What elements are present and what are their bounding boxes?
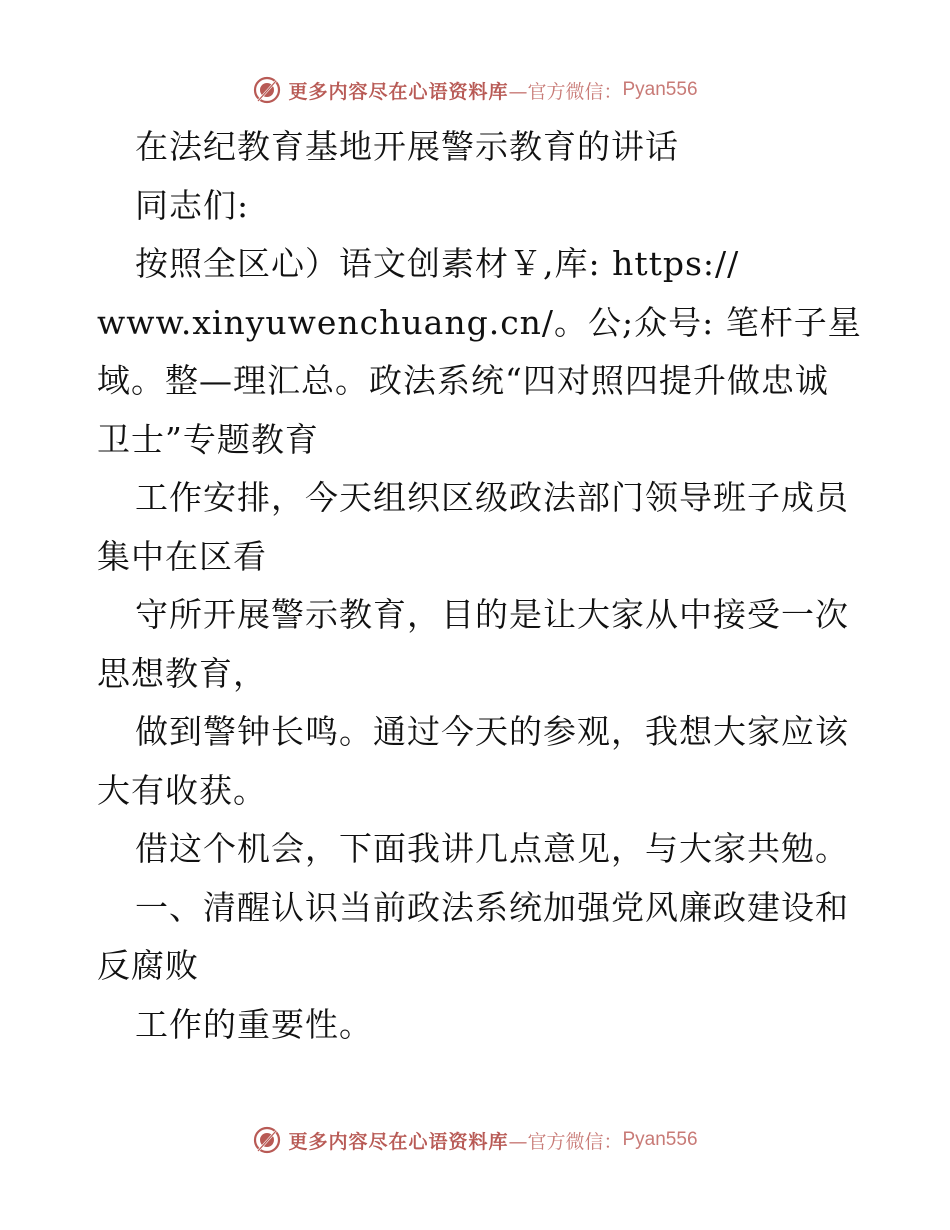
footer-banner-title: 更多内容尽在心语资料库 (288, 1130, 509, 1153)
banner-title: 更多内容尽在心语资料库 (288, 80, 509, 103)
banner-subtitle: —官方微信： (508, 80, 623, 103)
banner-wechat-id: Pyan556 (622, 79, 698, 100)
footer-banner-wechat-id: Pyan556 (622, 1129, 698, 1150)
paragraph-line: 工作的重要性。 (135, 1004, 373, 1044)
document-title: 在法纪教育基地开展警示教育的讲话 (135, 127, 679, 166)
paragraph-line: 做到警钟长鸣。通过今天的参观，我想大家应该 (135, 712, 849, 751)
paragraph-line: 思想教育， (97, 653, 267, 693)
document-body (97, 118, 862, 1054)
paragraph-line: 工作安排，今天组织区级政法部门领导班子成员 (135, 478, 849, 517)
section-heading: 一、清醒认识当前政法系统加强党风廉政建设和 (135, 887, 849, 927)
paragraph-line: 集中在区看 (97, 536, 267, 576)
footer-banner (0, 1120, 950, 1160)
paragraph-line: 按照全区心）语文创素材￥,库: https:// (135, 244, 740, 283)
pen-circle-logo-icon (252, 75, 282, 105)
footer-banner-subtitle: —官方微信： (508, 1130, 623, 1153)
section-heading: 反腐败 (97, 946, 199, 985)
paragraph-line: 大有收获。 (97, 770, 267, 810)
pen-circle-logo-icon (252, 1125, 282, 1155)
paragraph-line: 域。整—理汇总。政法系统“四对照四提升做忠诚 (97, 361, 829, 400)
salutation: 同志们: (135, 185, 250, 225)
paragraph-line: www.xinyuwenchuang.cn/。公;众号: 笔杆子星 (97, 302, 862, 342)
paragraph-line: 卫士”专题教育 (97, 419, 319, 459)
paragraph-line: 守所开展警示教育，目的是让大家从中接受一次 (135, 595, 849, 634)
paragraph-line: 借这个机会，下面我讲几点意见，与大家共勉。 (135, 829, 849, 868)
header-banner (0, 70, 950, 110)
